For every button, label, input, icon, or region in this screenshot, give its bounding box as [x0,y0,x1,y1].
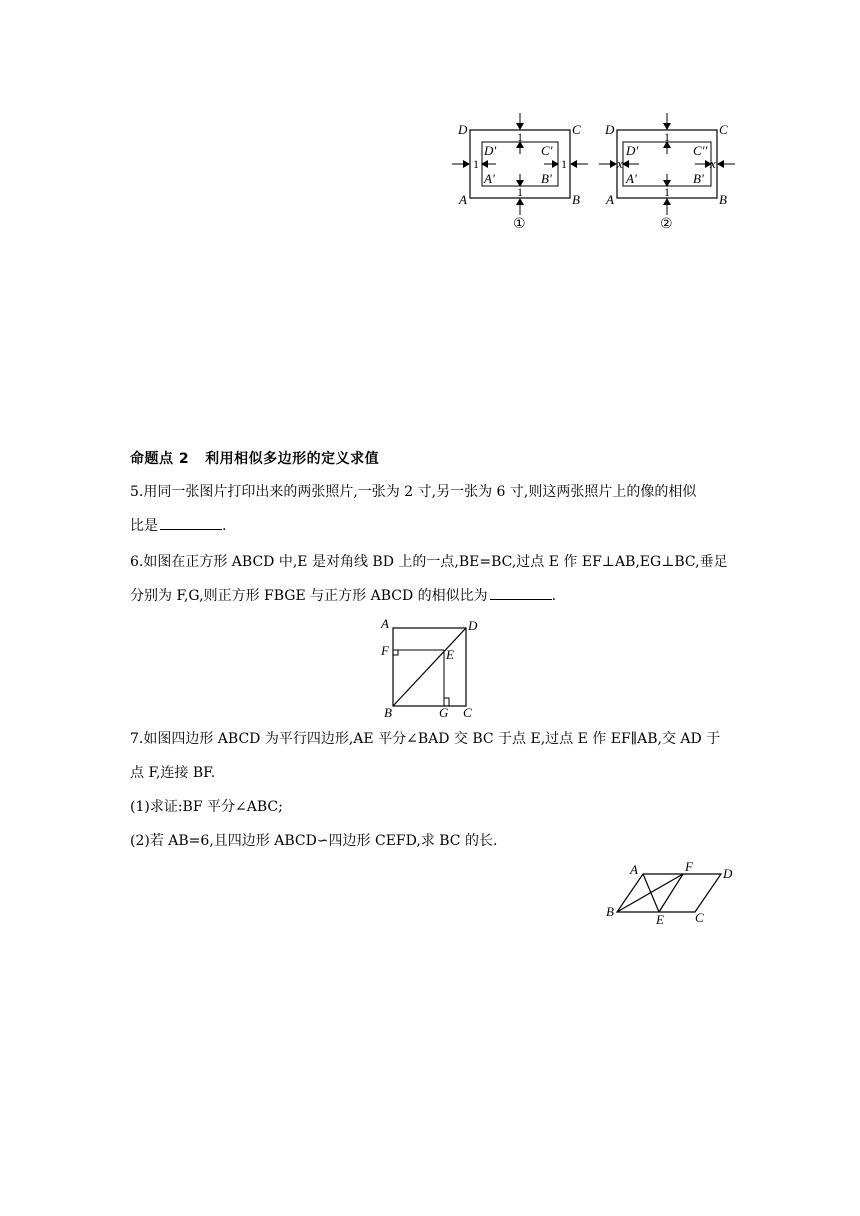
figure-1-gap-left: 1 [473,157,479,171]
q6-label-D: D [468,618,478,633]
answer-blank [160,515,222,530]
figure-1-label-C-prime: C' [541,143,553,158]
q6-label-E: E [446,647,454,662]
figure-1 [450,110,590,235]
figure-2-gap-left: x [617,156,623,171]
q7-label-D: D [723,866,733,881]
figure-1-label-A-prime: A' [484,171,495,186]
figure-2-label-C: C [719,122,728,137]
section-heading-number: 命题点 2 [130,451,190,467]
figure-1-label-D-prime: D' [484,143,497,158]
figure-2-label-B-prime: B' [693,171,704,186]
q6-label-B: B [384,705,392,720]
figure-square-abcd [378,615,488,720]
section-heading-text: 利用相似多边形的定义求值 [205,451,380,467]
section-heading [130,448,379,468]
figure-2 [597,110,737,235]
q7-label-A: A [630,862,638,877]
q6-label-A: A [381,616,389,631]
question-7-part-1: (1)求证:BF 平分∠ABC; [130,799,283,815]
q6-label-G: G [439,705,449,720]
question-6-suffix: . [551,588,557,604]
figure-2-label-C-double-prime: C'' [693,143,708,158]
question-5-line-2 [130,509,740,543]
question-5-line-1: 5.用同一张图片打印出来的两张照片,一张为 2 寸,另一张为 6 寸,则这两张照片上的像的相似 [130,484,697,500]
question-5-prefix: 比是 [130,518,158,534]
question-5 [130,475,740,543]
q7-label-E: E [656,912,664,927]
q7-label-B: B [606,904,614,919]
figure-2-label-D: D [605,122,615,137]
figure-1-label-B: B [572,192,580,207]
figure-1-gap-top: 1 [517,130,523,144]
q6-label-F: F [381,643,389,658]
figure-2-gap-top: 1 [664,130,670,144]
figure-parallelogram-abcd [603,858,743,930]
q6-label-C: C [463,705,472,720]
figure-1-caption: ① [513,216,526,232]
q7-label-F: F [685,859,693,874]
figure-1-label-C: C [572,122,581,137]
answer-blank [490,585,552,600]
q7-label-C: C [695,910,704,925]
question-7-part-2: (2)若 AB=6,且四边形 ABCD∽四边形 CEFD,求 BC 的长. [130,833,498,849]
figure-2-label-B: B [719,192,727,207]
figure-2-caption: ② [660,216,673,232]
figure-1-gap-bottom: 1 [517,185,523,199]
question-7-line-2: 点 F,连接 BF. [130,765,216,781]
figure-1-label-B-prime: B' [541,171,552,186]
question-7-line-1: 7.如图四边形 ABCD 为平行四边形,AE 平分∠BAD 交 BC 于点 E,过点 E 作 EF∥AB,交 AD 于 [130,731,721,747]
figure-2-label-A-prime: A' [626,171,637,186]
question-6-prefix: 分别为 F,G,则正方形 FBGE 与正方形 ABCD 的相似比为 [130,588,488,604]
question-6-line-1: 6.如图在正方形 ABCD 中,E 是对角线 BD 上的一点,BE=BC,过点 E 作 EF⊥AB,EG⊥BC,垂足 [130,554,728,570]
figure-1-label-D: D [458,122,468,137]
figure-2-gap-right: x [710,156,716,171]
figure-2-gap-bottom: 1 [664,185,670,199]
question-7 [130,722,740,858]
figure-1-label-A: A [459,192,467,207]
question-5-suffix: . [222,518,227,534]
figure-1-gap-right: 1 [561,157,567,171]
question-6-line-2 [130,579,740,613]
figure-2-label-D-prime: D' [626,143,639,158]
figure-2-label-A: A [606,192,614,207]
question-6 [130,545,740,613]
